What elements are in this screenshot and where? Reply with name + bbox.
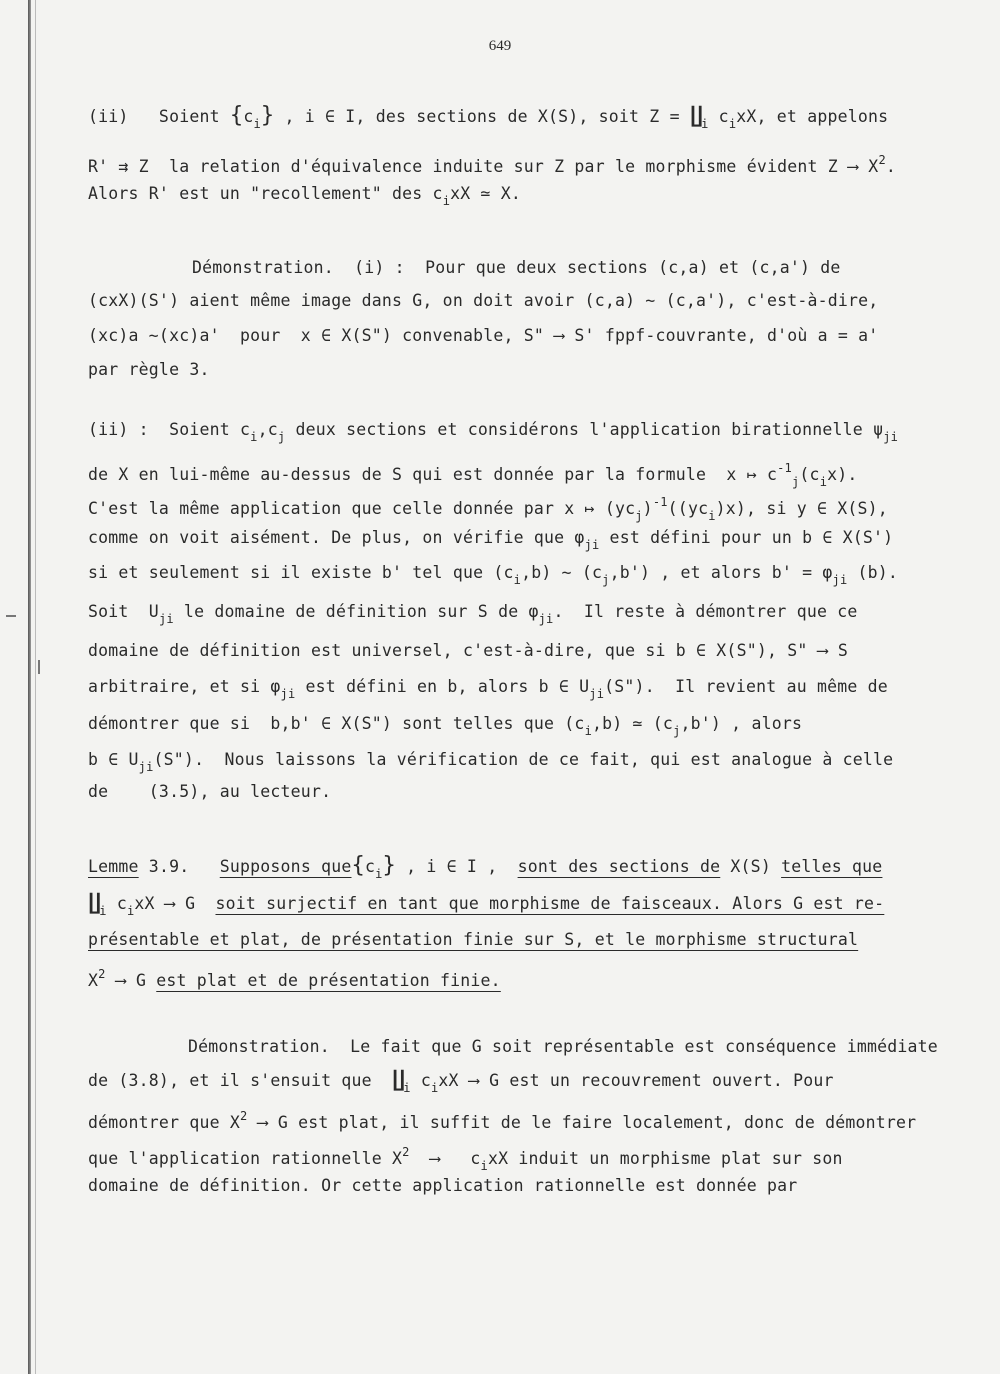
lemma-line-2: $∐_i$ $c_ixX$ ⟶ G soit surjectif en tant que morphisme de faisceaux. Alors G est re- [88,890,885,918]
demo-lemma-line-1: Démonstration. Le fait que G soit représentable est conséquence immédiate [188,1037,938,1056]
page-number: 649 [488,38,512,54]
demo-ii-line-4: comme on voit aisément. De plus, on vérifie que $\varphi_{ji}$ est défini pour un b ∈ X(S') [88,528,894,552]
demo-ii-line-1: (ii) : Soient $c_i,c_j$ deux sections et considérons l'application birationnelle $\psi_{ji}$ [88,420,899,444]
demo-ii-line-9: démontrer que si b,b' ∈ X(S") sont telles que $(c_i,b)$ ≃ $(c_j,b')$ , alors [88,714,803,738]
binding-edge [28,0,31,1374]
demo-ii-line-8: arbitraire, et si $\varphi_{ji}$ est défini en b, alors b ∈ $U_{ji}(S")$. Il revient au même de [88,677,888,701]
demo-lemma-line-4: que l'application rationnelle $X^2$ ⟶ $c_ixX$ induit un morphisme plat sur son [88,1145,843,1173]
demo-ii-line-11: de (3.5), au lecteur. [88,782,332,801]
demo-lemma-line-3: démontrer que $X^2$ ⟶ G est plat, il suffit de le faire localement, donc de démontrer [88,1109,917,1132]
demo-lemma-line-2: de (3.8), et il s'ensuit que $∐_i$ $c_ixX$ ⟶ G est un recouvrement ouvert. Pour [88,1067,834,1095]
demo-i-line-4: par règle 3. [88,360,210,379]
demo-ii-line-7: domaine de définition est universel, c'est-à-dire, que si b ∈ X(S"), S" ⟶ S [88,641,849,660]
demo-ii-line-3: C'est la même application que celle donnée par x ↦ $(yc_j)^{-1}((yc_i)x)$, si y ∈ X(S), [88,495,888,523]
lemma-line-1: Lemme 3.9. Supposons $que\{c_i\}$ , i ∈ I , sont des sections de X(S) telles que [88,853,883,881]
demo-ii-line-2: de X en lui-même au-dessus de S qui est donnée par la formule x ↦ $c^{-1}_j(c_ix)$. [88,461,858,489]
part-ii-line-2: R' ⇉ Z la relation d'équivalence induite sur Z par le morphisme évident Z ⟶ $X^2$. [88,153,897,176]
demo-ii-line-5: si et seulement si il existe b' tel que $(c_i,b)$ ∼ $(c_j,b')$ , et alors $b' = \varphi_{ji}$ (b). [88,563,899,587]
part-ii-line-1: (ii) Soient $\{c_i\}$ , i ∈ I, des sections de X(S), soit $Z = ∐_i$ $c_ixX$, et appelons [88,103,889,131]
demo-i-line-2: (cxX)(S') aient même image dans G, on doit avoir (c,a) ∼ (c,a'), c'est-à-dire, [88,291,879,310]
demo-ii-line-6: Soit $U_{ji}$ le domaine de définition sur S de $\varphi_{ji}$. Il reste à démontrer que ce [88,602,858,626]
margin-mark [38,660,40,674]
lemma-label: Lemme [88,857,139,876]
demo-i-line-1: Démonstration. (i) : Pour que deux sections (c,a) et (c,a') de [192,258,841,277]
demo-lemma-line-5: domaine de définition. Or cette application rationnelle est donnée par [88,1176,798,1195]
part-ii-line-3: Alors R' est un "recollement" des $c_ixX$ ≃ X. [88,184,522,208]
demo-i-line-3: (xc)a ∼(xc)a' pour x ∈ X(S") convenable, S" ⟶ S' fppf-couvrante, d'où a = a' [88,326,879,345]
lemma-line-4: $X^2$ ⟶ G est plat et de présentation finie. [88,967,501,990]
lemma-line-3: présentable et plat, de présentation finie sur S, et le morphisme structural [88,930,859,949]
margin-mark [6,615,16,617]
demo-ii-line-10: b ∈ $U_{ji}(S")$. Nous laissons la vérification de ce fait, qui est analogue à celle [88,750,894,774]
binding-edge-shadow [35,0,36,1374]
